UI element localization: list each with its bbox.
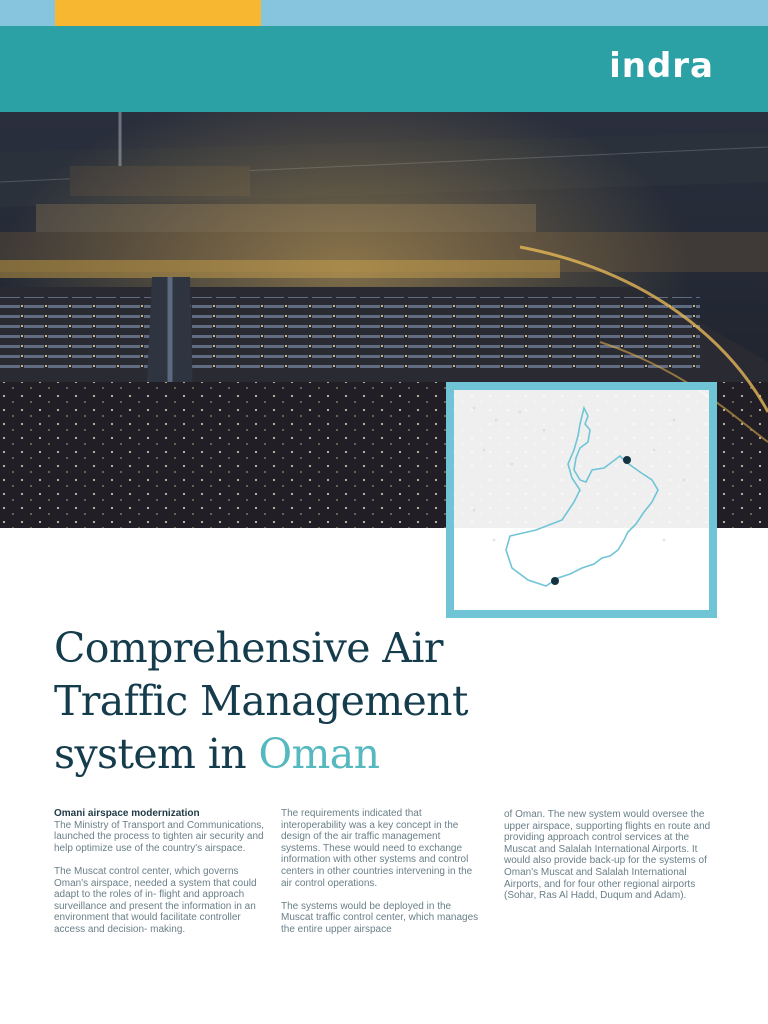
top-color-strip bbox=[0, 0, 768, 26]
title-line-1: Comprehensive Air bbox=[54, 624, 443, 672]
section-paragraph-4: The systems would be deployed in the Muscat traffic control center, which manages the entire upper airspace bbox=[281, 900, 479, 935]
title-line-2: Traffic Management bbox=[54, 677, 468, 725]
section-paragraph-5: of Oman. The new system would oversee the upper airspace, supporting flights en route and providing approach control services at the Muscat and Salalah International Airports. It would also provide back-up for the systems of Oman's Muscat and Salalah International Airports, and for four other regional airports (Sohar, Ras Al Hadd, Duqum and Adam). bbox=[504, 809, 711, 902]
section-heading: Omani airspace modernization bbox=[54, 808, 200, 819]
body-column-3 bbox=[504, 809, 718, 913]
section-paragraph-3: The requirements indicated that interoperability was a key concept in the design of the air traffic management systems. These would need to exchange information with other systems and control centers in other countries intervening in the air control operations. bbox=[281, 808, 473, 889]
brand-header bbox=[0, 26, 768, 112]
body-column-2 bbox=[281, 808, 481, 947]
top-accent-bar bbox=[55, 0, 261, 26]
title-highlight: Oman bbox=[258, 730, 380, 778]
indra-logo: indra bbox=[609, 46, 714, 86]
oman-map-inset bbox=[446, 382, 717, 618]
oman-map-icon bbox=[454, 390, 709, 610]
paragraph-text: The Ministry of Transport and Communications, launched the process to tighten air security and help optimize use of the country's airspace. bbox=[54, 819, 265, 854]
page-title bbox=[54, 622, 574, 781]
section-paragraph-2: The Muscat control center, which governs Oman's airspace, needed a system that could adapt to the roles of in- flight and approach surveillance and present the information in an environment that would facilitate controller access and decision- making. bbox=[54, 865, 257, 935]
title-prefix: system in bbox=[54, 730, 259, 778]
body-column-1 bbox=[54, 808, 266, 947]
title-line-3 bbox=[54, 728, 574, 781]
section-paragraph-1 bbox=[54, 808, 266, 854]
